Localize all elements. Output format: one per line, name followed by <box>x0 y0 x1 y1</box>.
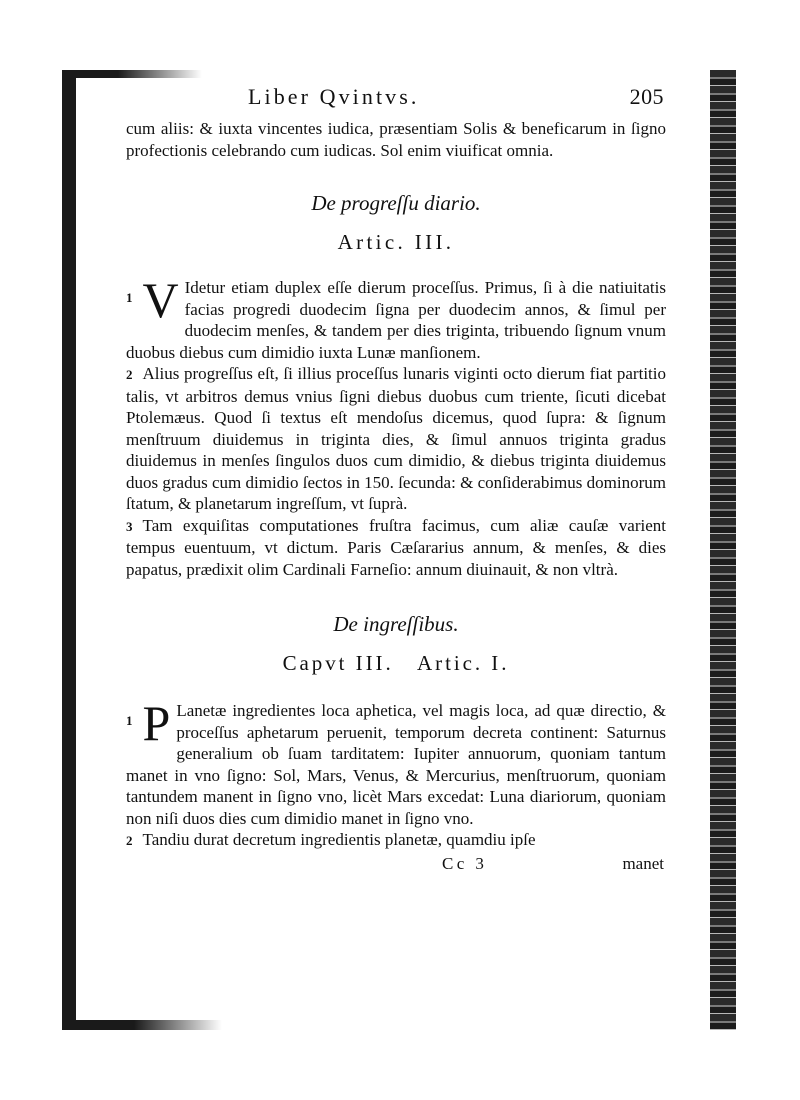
paragraph-text: Tam exquiſitas computationes fruſtra facimus, cum aliæ cauſæ varient tempus euentuum, vt dictum. Paris Cæſararius annum, & menſes, & dies papatus, prædixit olim Cardinali Farneſio: annum diuinauit, & non vltrà. <box>126 515 666 579</box>
paragraph-text: Alius progreſſus eſt, ſi illius proceſſus lunaris viginti octo dierum fiat partitio talis, vt arbitros demus vnius ſigni diebus duobus cum triente, ſicuti dicebat Ptolemæus. Quod ſi textus eſt mendoſus dicemus, quod ſupra: & ſignum menſtruum diuidemus in triginta dies, & ſimul annuos triginta gradus diuidemus in menſes ſingulos duos cum dimidio, & diebus triginta diuidemus duos gradus cum dimidio ſectos in 150. ſecunda: & conſiderabimus dominorum ſtatum, & planetarum ingreſſum, vt ſuprà. <box>126 364 666 513</box>
section-heading-progressu: De progreſſu diario. <box>311 191 481 215</box>
scan-binding-shadow <box>62 70 76 1030</box>
running-title: Liber Qvintvs. <box>248 84 420 109</box>
paragraph-5 <box>126 829 666 852</box>
scan-top-shadow <box>62 70 202 78</box>
paragraph-4 <box>126 695 666 829</box>
paragraph-number: 1 <box>126 713 133 728</box>
scan-page-edge <box>710 70 736 1030</box>
footer-line <box>126 854 666 878</box>
paragraph-3 <box>126 515 666 581</box>
paragraph-1 <box>126 272 666 363</box>
paragraph-text: Idetur etiam duplex eſſe dierum proceſſus. Primus, ſi à die natiuitatis facias progredi duodecim ſigna per duodecim annos, & ſimul per duodecim menſes, & tandem per dies triginta, tribuendo ſignum vnum duobus diebus cum dimidio iuxta Lunæ manſionem. <box>126 278 666 362</box>
page-number: 205 <box>629 84 664 109</box>
intro-text: cum aliis: & iuxta vincentes iudica, præsentiam Solis & beneficarum in ſigno profectionis celebrando cum iudicas. Sol enim viuificat omnia. <box>126 119 666 160</box>
paragraph-number: 3 <box>126 518 133 534</box>
chapter-heading: Capvt III. Artic. I. <box>282 651 510 675</box>
paragraph-text: Lanetæ ingredientes loca aphetica, vel magis loca, ad quæ directio, & proceſſus aphetarum peruenit, temporum decreta continent: Saturnus generalium ob ſuam tarditatem: Iupiter annuorum, quoniam tantum manet in vno ſigno: Sol, Mars, Venus, & Mercurius, menſtruorum, quoniam tantundem manent in ſigno vno, licèt Mars excedat: Luna diariorum, quoniam non niſi duos dies cum dimidio manet in ſigno vno. <box>126 701 666 828</box>
paragraph-text: Tandiu durat decretum ingredientis planetæ, quamdiu ipſe <box>142 830 536 849</box>
paragraph-number: 2 <box>126 367 133 382</box>
paragraph-number: 2 <box>126 833 133 848</box>
signature-mark: Cc 3 <box>442 853 488 873</box>
paragraph-2 <box>126 363 666 515</box>
drop-cap: V <box>142 272 179 328</box>
article-heading-iii: Artic. III. <box>337 230 455 254</box>
section-heading-ingressibus: De ingreſſibus. <box>333 612 459 636</box>
paragraph-number: 1 <box>126 290 133 305</box>
book-page <box>126 84 666 878</box>
drop-cap: P <box>142 695 171 751</box>
running-head <box>126 84 666 118</box>
catchword: manet <box>622 853 664 873</box>
scan-bottom-shadow <box>62 1020 222 1030</box>
